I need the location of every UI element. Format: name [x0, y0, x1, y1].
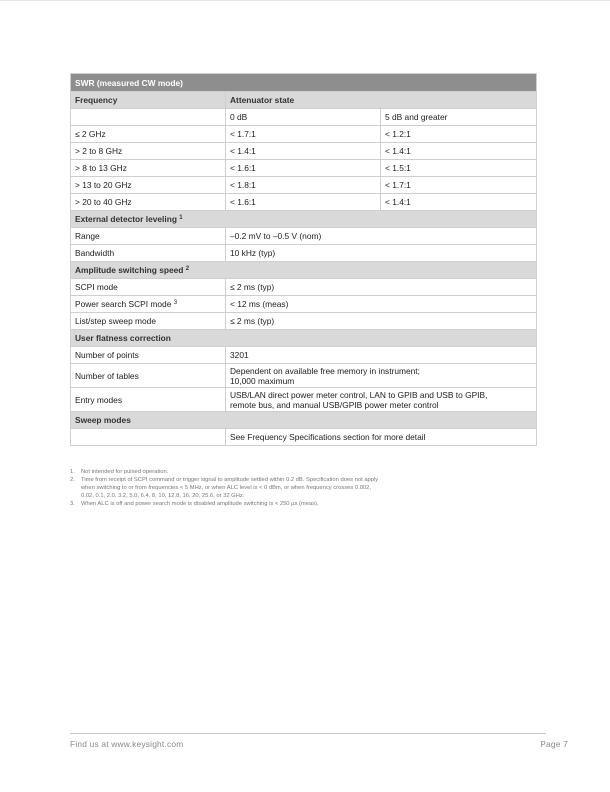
swr-header-row — [71, 92, 537, 109]
attenuator-state-header: Attenuator state — [226, 92, 537, 109]
footnote-ref: 2 — [185, 266, 190, 272]
parameter-label: Bandwidth — [71, 245, 226, 262]
table-row — [71, 388, 537, 412]
swr-0db-value: < 1.6:1 — [226, 194, 381, 211]
parameter-label: Number of tables — [71, 364, 226, 388]
swr-0db-value: < 1.7:1 — [226, 126, 381, 143]
swr-subheader-row — [71, 109, 537, 126]
table-row — [71, 347, 537, 364]
table-row — [71, 429, 537, 446]
attenuator-5db-header: 5 dB and greater — [381, 109, 537, 126]
swr-frequency: > 20 to 40 GHz — [71, 194, 226, 211]
swr-frequency: ≤ 2 GHz — [71, 126, 226, 143]
section-header-amplitude-switching — [71, 262, 537, 279]
section-header-user-flatness — [71, 330, 537, 347]
swr-0db-value: < 1.6:1 — [226, 160, 381, 177]
table-row — [71, 364, 537, 388]
table-row — [71, 313, 537, 330]
label-text: List/step sweep mode — [75, 316, 157, 326]
footnote-ref: 3 — [173, 300, 178, 306]
swr-0db-value: < 1.4:1 — [226, 143, 381, 160]
table-title: SWR (measured CW mode) — [71, 74, 537, 92]
footnote-line: Not intended for pulsed operation. — [81, 469, 169, 475]
swr-5db-value: < 1.2:1 — [381, 126, 537, 143]
footer-website[interactable]: Find us at www.keysight.com — [70, 739, 184, 749]
parameter-value: 3201 — [226, 347, 537, 364]
parameter-label: Entry modes — [71, 388, 226, 412]
table-row — [71, 143, 537, 160]
swr-0db-value: < 1.8:1 — [226, 177, 381, 194]
table-title-row — [71, 74, 537, 92]
footnotes — [70, 468, 540, 508]
swr-frequency: > 8 to 13 GHz — [71, 160, 226, 177]
parameter-value: –0.2 mV to –0.5 V (nom) — [226, 228, 537, 245]
parameter-value — [226, 388, 537, 412]
table-row — [71, 245, 537, 262]
swr-frequency: > 13 to 20 GHz — [71, 177, 226, 194]
specifications-table — [70, 73, 537, 446]
footnote — [70, 500, 540, 508]
section-title: External detector leveling — [75, 214, 177, 224]
table-row — [71, 160, 537, 177]
parameter-label — [71, 313, 226, 330]
top-divider — [0, 0, 610, 1]
section-header-external-detector — [71, 211, 537, 228]
value-line: USB/LAN direct power meter control, LAN to GPIB and USB to GPIB, — [230, 389, 488, 400]
footnote-ref: 1 — [179, 215, 183, 221]
parameter-label: Number of points — [71, 347, 226, 364]
section-title: User flatness correction — [71, 330, 537, 347]
footnote-number: 2. — [70, 477, 75, 483]
parameter-value: ≤ 2 ms (typ) — [226, 313, 537, 330]
label-text: SCPI mode — [75, 282, 118, 292]
footnote-number: 3. — [70, 501, 75, 507]
footnote — [70, 476, 540, 500]
parameter-value: 10 kHz (typ) — [226, 245, 537, 262]
swr-5db-value: < 1.4:1 — [381, 143, 537, 160]
parameter-label — [71, 296, 226, 313]
table-row — [71, 228, 537, 245]
table-row — [71, 296, 537, 313]
parameter-value — [226, 364, 537, 388]
page-number: Page 7 — [540, 739, 568, 749]
parameter-label — [71, 279, 226, 296]
footnote — [70, 468, 540, 476]
table-row — [71, 177, 537, 194]
section-title: Sweep modes — [71, 412, 537, 429]
table-row — [71, 194, 537, 211]
footnote-number: 1. — [70, 469, 75, 475]
table-row — [71, 126, 537, 143]
swr-5db-value: < 1.7:1 — [381, 177, 537, 194]
parameter-label: Range — [71, 228, 226, 245]
swr-frequency: > 2 to 8 GHz — [71, 143, 226, 160]
parameter-value: < 12 ms (meas) — [226, 296, 537, 313]
footnote-line: 0.02, 0.1, 2.0, 3.2, 5.0, 6.4, 8, 10, 12.8, 16, 20, 25.6, or 32 GHz. — [81, 493, 245, 499]
section-header-sweep-modes — [71, 412, 537, 429]
parameter-value: ≤ 2 ms (typ) — [226, 279, 537, 296]
frequency-header: Frequency — [71, 92, 226, 109]
value-line: 10,000 maximum — [230, 375, 295, 386]
swr-5db-value: < 1.5:1 — [381, 160, 537, 177]
parameter-value: See Frequency Specifications section for more detail — [226, 429, 537, 446]
section-title: Amplitude switching speed — [75, 265, 184, 275]
empty-cell — [71, 429, 226, 446]
swr-5db-value: < 1.4:1 — [381, 194, 537, 211]
value-line: remote bus, and manual USB/GPIB power meter control — [230, 399, 439, 410]
value-line: Dependent on available free memory in instrument; — [230, 365, 420, 376]
footnote-line: When ALC is off and power search mode is disabled amplitude switching is < 250 µs (meas). — [81, 501, 319, 507]
table-row — [71, 279, 537, 296]
footnote-line: when switching to or from frequencies < 5 MHz, or when ALC level is < 0 dBm, or when frequency crosses 0.002, — [81, 485, 371, 491]
empty-cell — [71, 109, 226, 126]
label-text: Power search SCPI mode — [75, 299, 172, 309]
attenuator-0db-header: 0 dB — [226, 109, 381, 126]
footer-divider — [70, 733, 546, 734]
footnote-line: Time from receipt of SCPI command or trigger signal to amplitude settled within 0.2 dB. Specification does not apply — [81, 477, 379, 483]
